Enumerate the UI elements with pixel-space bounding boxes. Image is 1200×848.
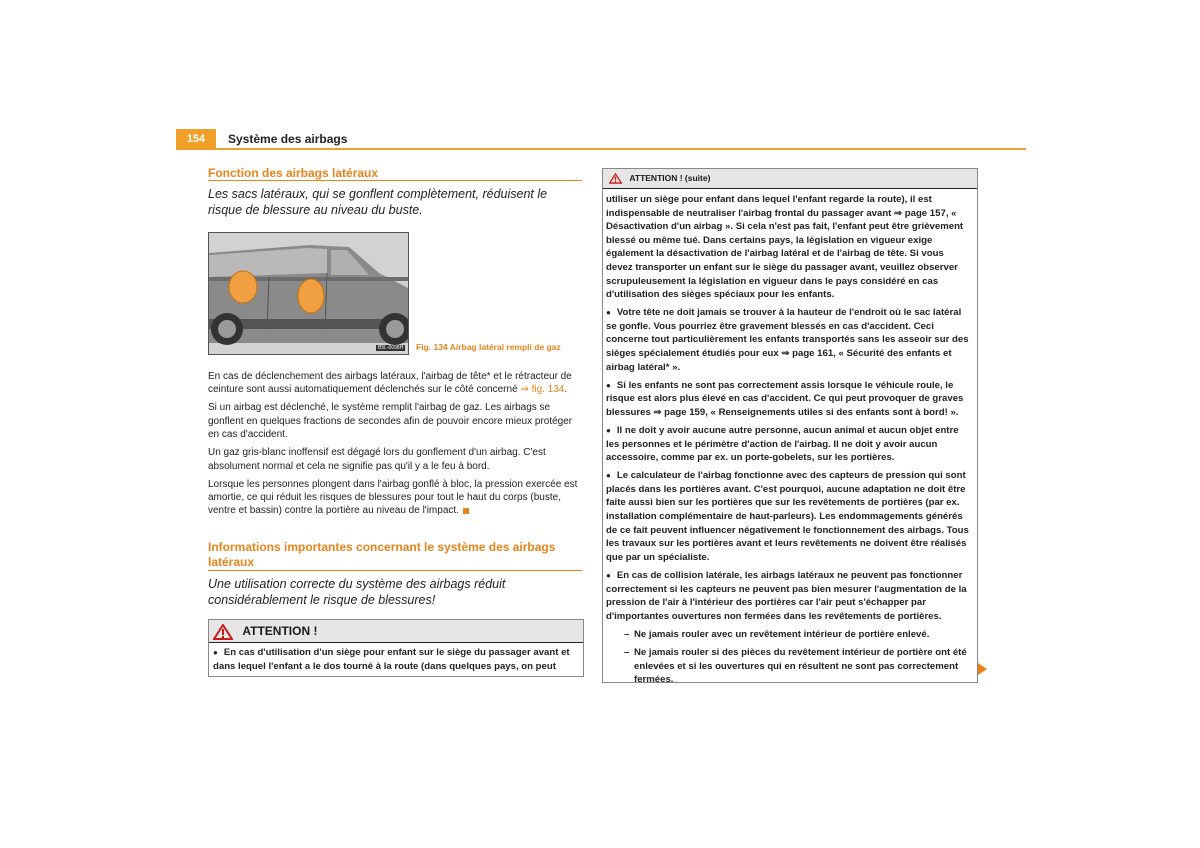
section-body: [208, 370, 582, 522]
figure-caption: Fig. 134 Airbag latéral rempli de gaz: [416, 342, 561, 352]
section-rule: [208, 570, 582, 571]
paragraph: Lorsque les personnes plongent dans l'airbag gonflé à bloc, la pression exercée est amortie, ce qui réduit les risques de blessures pour tout le haut du corps (buste, ventre et bassin) contre la portière au niveau de l'impact.: [208, 478, 578, 517]
warning-title: ATTENTION !: [242, 624, 318, 638]
warning-text: ● En cas d'utilisation d'un siège pour enfant sur le siège du passager avant et dans lequel l'enfant a le dos tourné à la route (dans quelques pays, on peut: [213, 647, 570, 672]
chapter-title: Système des airbags: [228, 132, 348, 146]
warning-bullet: ● Votre tête ne doit jamais se trouver à la hauteur de l'endroit où le sac latéral se gonfle. Vous pourriez être gravement blessés en cas d'accident. Ceci concerne tout particulièrement les enfants transportés sans les asseoir sur des sièges spécialement étudiés pour eux ⇒ page 161, « Sécurité des enfants et airbag latéral* ».: [606, 306, 973, 374]
section-rule: [208, 180, 582, 181]
page-number: 154: [176, 129, 216, 149]
warning-title: ATTENTION ! (suite): [629, 173, 711, 183]
section-lead: Les sacs latéraux, qui se gonflent complètement, réduisent le risque de blessure au niveau du buste.: [208, 187, 548, 217]
paragraph: Si un airbag est déclenché, le système remplit l'airbag de gaz. Les airbags se gonflent en quelques fractions de secondes afin de pouvoir encore mieux protéger en cas d'accident.: [208, 402, 573, 441]
continue-arrow-icon: [978, 663, 987, 675]
warning-bullet: ● En cas de collision latérale, les airbags latéraux ne peuvent pas fonctionner correctement si les capteurs ne peuvent pas bien mesurer l'augmentation de la pression de l'air à l'intérieur des portières car l'air peut s'échapper par d'importantes ouvertures non fermées dans les revêtements de portières.: [606, 569, 973, 623]
figure-code: B5L-0098H: [378, 345, 404, 351]
warning-bullet: ● Il ne doit y avoir aucune autre personne, aucun animal et aucun objet entre les personnes et le périmètre d'action de l'airbag. Il ne doit y avoir aucun accessoire, comme par ex. un porte-gobelets, sur les portières.: [606, 424, 973, 465]
car-side-airbag-figure: [208, 232, 409, 355]
header-rule: [176, 148, 1026, 150]
section-title: Informations importantes concernant le système des airbags latéraux: [208, 540, 556, 569]
end-of-section-icon: [463, 508, 469, 514]
warning-header: [209, 620, 583, 643]
warning-header: [603, 169, 977, 189]
warning-content: [209, 643, 583, 673]
warning-content: [603, 189, 977, 687]
warning-sub-item: – Ne jamais rouler avec un revêtement intérieur de portière enlevé.: [624, 628, 930, 640]
warning-sub-item: – Ne jamais rouler si des pièces du revêtement intérieur de portière ont été enlevées et si les ouvertures qui en résultent ne sont pas correctement fermées.: [624, 646, 967, 686]
paragraph: En cas de déclenchement des airbags latéraux, l'airbag de tête* et le rétracteur de ceinture sont aussi automatiquement déclenchés sur le côté concerné ⇒ fig. 134.: [208, 371, 572, 396]
warning-triangle-icon: [609, 173, 622, 184]
warning-triangle-icon: [213, 624, 233, 640]
warning-intro: utiliser un siège pour enfant dans lequel l'enfant regarde la route), il est indispensable de neutraliser l'airbag frontal du passager avant ⇒ page 157, « Désactivation d'un airbag ». Si cela n'est pas fait, l'enfant peut être grièvement blessé ou même tué. Dans certains pays, la législation en vigueur exige également la désactivation de l'airbag latéral et de l'airbag de tête. Si vous devez transporter un enfant sur le siège du passager avant, veuillez observer scrupuleusement la législation en vigueur dans le pays considéré en cas d'utilisation des sièges spéciaux pour les enfants.: [606, 194, 964, 301]
paragraph: Un gaz gris-blanc inoffensif est dégagé lors du gonflement d'un airbag. C'est absolument normal et cela ne signifie pas qu'il y a le feu à bord.: [208, 447, 546, 472]
figure-link[interactable]: ⇒ fig. 134: [520, 384, 565, 396]
warning-bullet: ● Si les enfants ne sont pas correctement assis lorsque le véhicule roule, le risque est alors plus élevé en cas d'accident. Ce qui peut provoquer de graves blessures ⇒ page 159, « Renseignements utiles si des enfants sont à bord! ».: [606, 379, 973, 420]
section-title: Fonction des airbags latéraux: [208, 166, 379, 180]
warning-box: [208, 619, 584, 677]
warning-box-continued: [602, 168, 978, 686]
car-illustration: [209, 233, 408, 354]
section-lead: Une utilisation correcte du système des airbags réduit considérablement le risque de blessures!: [208, 577, 506, 607]
warning-bullet: ● Le calculateur de l'airbag fonctionne avec des capteurs de pression qui sont placés dans les portières avant. C'est pourquoi, aucune adaptation ne doit être faite aussi bien sur les portières que sur les revêtements de portières (par ex. installation complémentaire de haut-parleurs). Les endommagements générés de ce fait peuvent influencer négativement le fonctionnement des airbags. Tous les travaux sur les portières avant et leurs revêtements ne doivent être réalisés que par un spécialiste.: [606, 469, 973, 564]
